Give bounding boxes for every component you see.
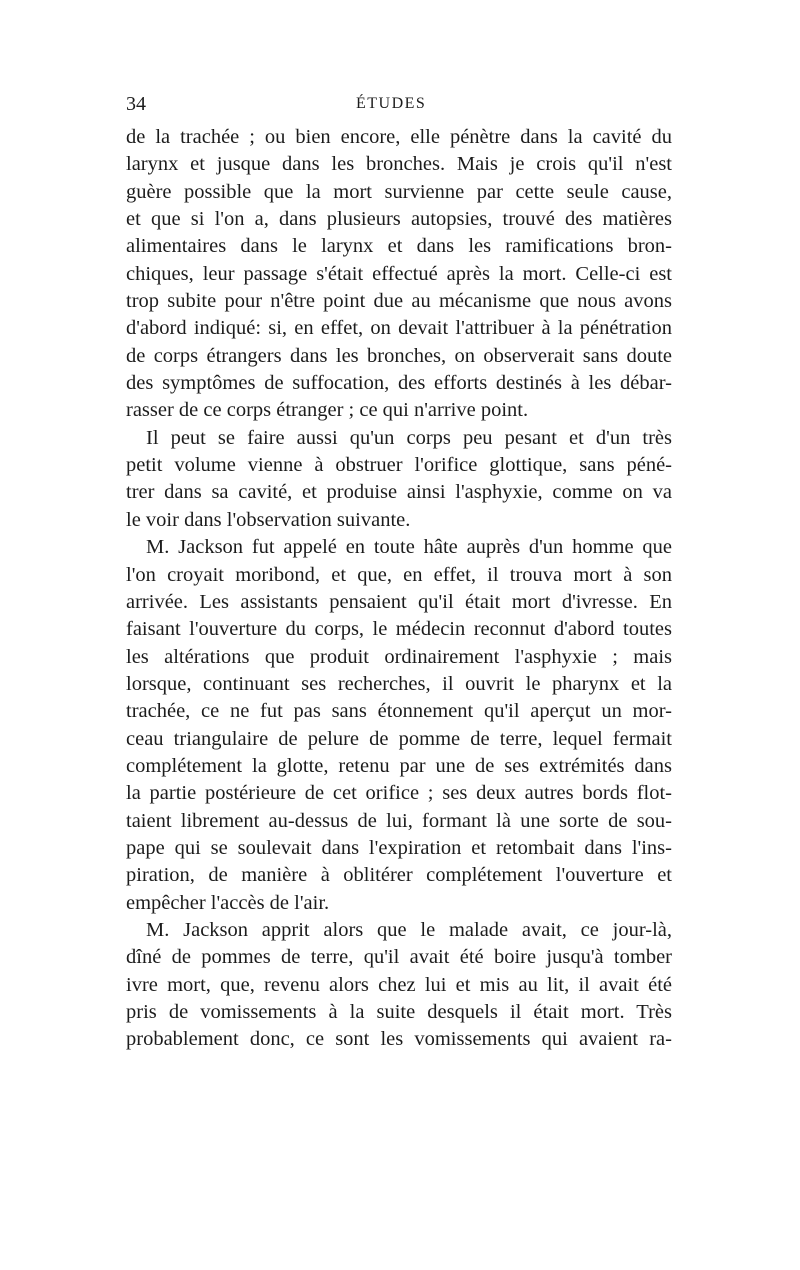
text-line: trop subite pour n'être point due au mécanisme que nous avons bbox=[126, 290, 672, 313]
text-line: ceau triangulaire de pelure de pomme de terre, lequel fermait bbox=[126, 727, 672, 750]
page-number: 34 bbox=[126, 93, 146, 115]
text-line: pris de vomissements à la suite desquels il était mort. Très bbox=[126, 1001, 672, 1023]
text-line: alimentaires dans le larynx et dans les ramifications bron- bbox=[126, 235, 672, 258]
text-line: lorsque, continuant ses recherches, il ouvrit le pharynx et la bbox=[126, 672, 672, 695]
text-line: Il peut se faire aussi qu'un corps peu pesant et d'un très bbox=[146, 426, 672, 449]
page-header bbox=[126, 90, 672, 118]
text-line: chiques, leur passage s'était effectué après la mort. Celle-ci est bbox=[126, 262, 672, 285]
text-line: ivre mort, que, revenu alors chez lui et mis au lit, il avait été bbox=[126, 973, 672, 996]
text-line: piration, de manière à oblitérer complétement l'ouverture et bbox=[126, 864, 672, 887]
text-line: M. Jackson fut appelé en toute hâte auprès d'un homme que bbox=[146, 536, 672, 559]
text-line: probablement donc, ce sont les vomissements qui avaient ra- bbox=[126, 1028, 672, 1051]
text-line: trachée, ce ne fut pas sans étonnement qu'il aperçut un mor- bbox=[126, 700, 672, 723]
text-line: et que si l'on a, dans plusieurs autopsies, trouvé des matières bbox=[126, 208, 672, 231]
running-head: ÉTUDES bbox=[356, 95, 427, 112]
text-line: trer dans sa cavité, et produise ainsi l'asphyxie, comme on va bbox=[126, 481, 672, 504]
text-line: taient librement au-dessus de lui, formant là une sorte de sou- bbox=[126, 809, 672, 832]
text-line: guère possible que la mort survienne par cette seule cause, bbox=[126, 180, 672, 203]
text-line: d'abord indiqué: si, en effet, on devait l'attribuer à la pénétration bbox=[126, 317, 672, 340]
text-line: M. Jackson apprit alors que le malade avait, ce jour-là, bbox=[146, 918, 672, 941]
text-line: l'on croyait moribond, et que, en effet, il trouva mort à son bbox=[126, 563, 672, 586]
text-line: de la trachée ; ou bien encore, elle pénètre dans la cavité du bbox=[126, 126, 672, 148]
text-line: dîné de pommes de terre, qu'il avait été boire jusqu'à tomber bbox=[126, 946, 672, 969]
text-line: complétement la glotte, retenu par une de ses extrémités dans bbox=[126, 754, 672, 777]
text-line: petit volume vienne à obstruer l'orifice glottique, sans péné- bbox=[126, 454, 672, 477]
text-line: pape qui se soulevait dans l'expiration et retombait dans l'ins- bbox=[126, 836, 672, 859]
text-line: rasser de ce corps étranger ; ce qui n'arrive point. bbox=[126, 399, 529, 422]
text-line: les altérations que produit ordinairement l'asphyxie ; mais bbox=[126, 645, 672, 668]
text-line: des symptômes de suffocation, des efforts destinés à les débar- bbox=[126, 372, 672, 395]
body-text bbox=[126, 124, 672, 1054]
text-line: arrivée. Les assistants pensaient qu'il était mort d'ivresse. En bbox=[126, 590, 672, 613]
text-line: la partie postérieure de cet orifice ; ses deux autres bords flot- bbox=[126, 782, 672, 805]
text-line: le voir dans l'observation suivante. bbox=[126, 508, 411, 531]
text-line: de corps étrangers dans les bronches, on observerait sans doute bbox=[126, 344, 672, 367]
text-line: larynx et jusque dans les bronches. Mais je crois qu'il n'est bbox=[126, 153, 672, 176]
text-line: faisant l'ouverture du corps, le médecin reconnut d'abord toutes bbox=[126, 618, 672, 641]
text-line: empêcher l'accès de l'air. bbox=[126, 891, 330, 914]
